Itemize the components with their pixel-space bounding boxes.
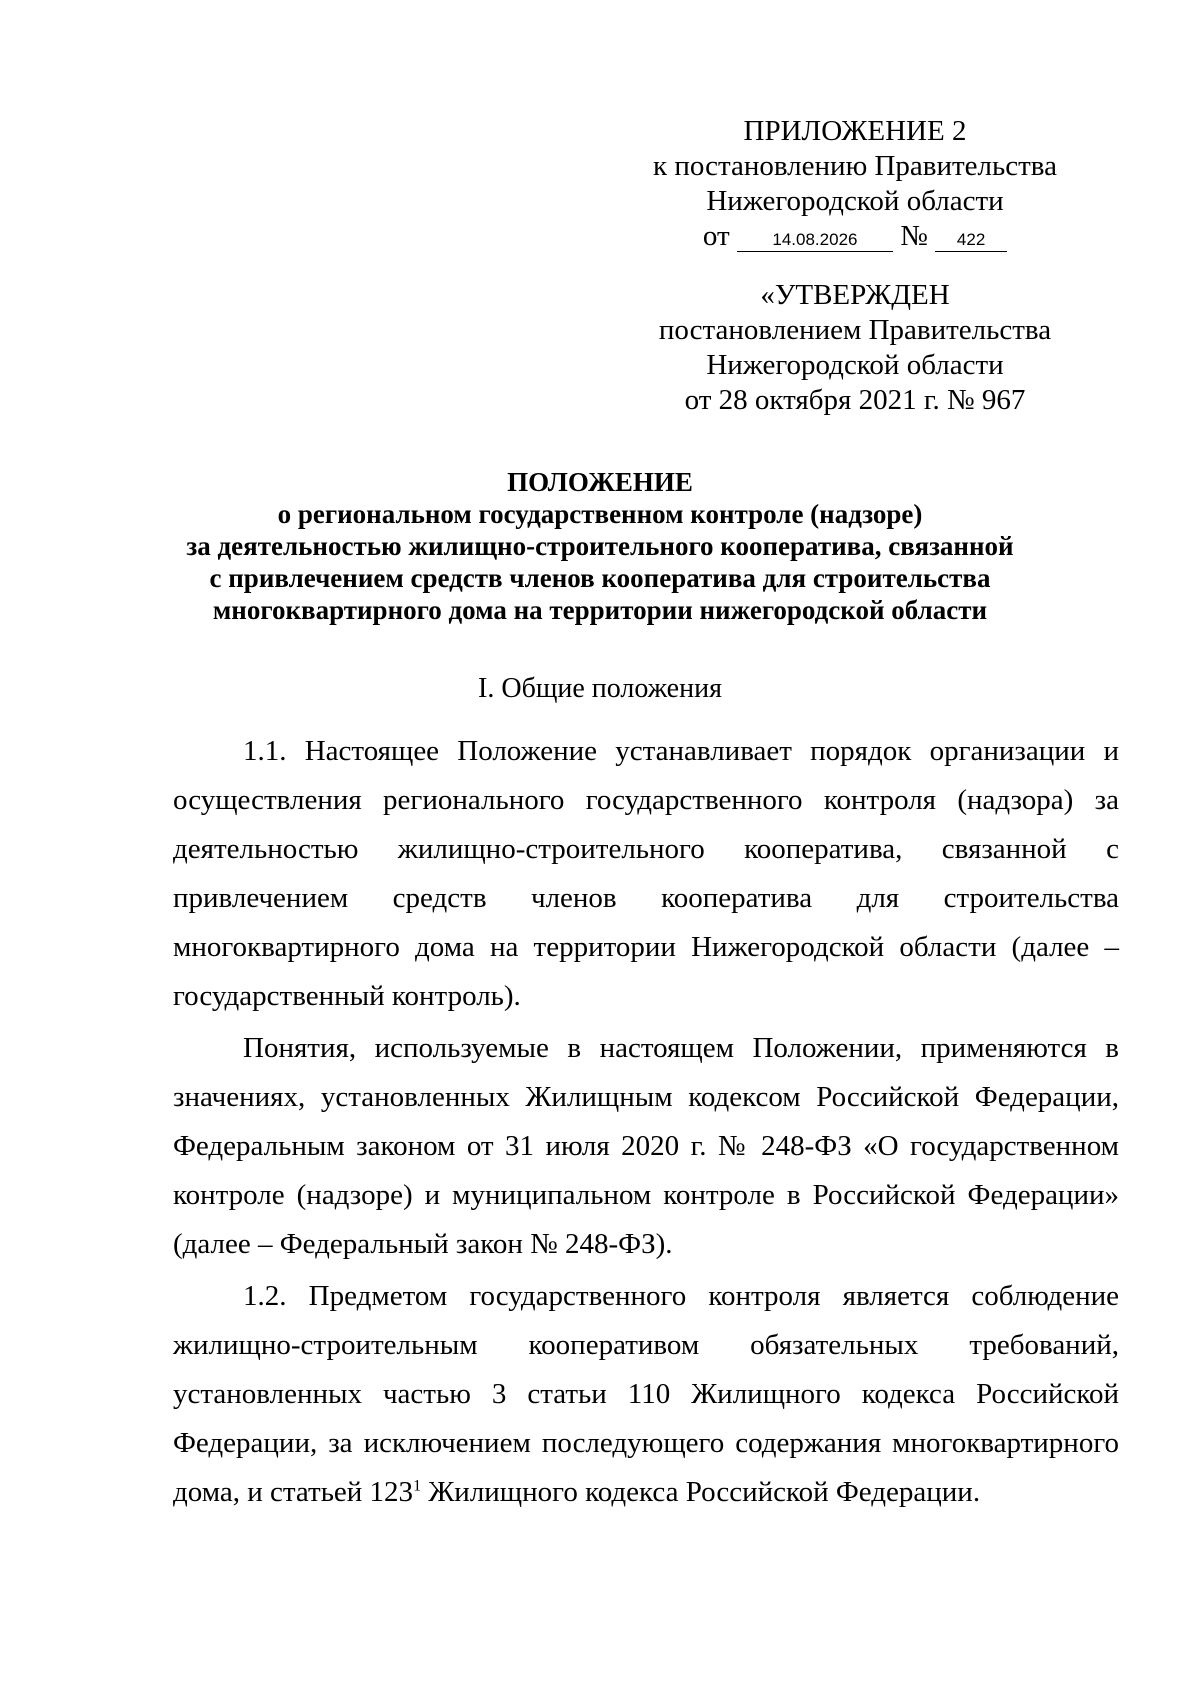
from-label: от <box>702 220 730 252</box>
number-field: 422 <box>935 229 1007 252</box>
approval-header <box>640 278 1070 418</box>
superscript: 1 <box>413 1477 422 1495</box>
appendix-header <box>640 114 1070 254</box>
title-line-1: ПОЛОЖЕНИЕ <box>507 467 693 497</box>
title-line-3: за деятельностью жилищно-строительного кооператива, связанной <box>186 531 1014 561</box>
paragraph-1-1 <box>173 727 1119 1021</box>
paragraph-text-end: Жилищного кодекса Российской Федерации. <box>421 1476 981 1508</box>
paragraph-text-main: 1.2. Предметом государственного контроля является соблюдение жилищно-строительным кооперативом обязательных требований, установленных частью 3 статьи 110 Жилищного кодекса Российской Федерации, за исключением последующего содержания многоквартирного дома, и статьей 123 <box>173 1280 1119 1508</box>
paragraph-text: Понятия, используемые в настоящем Положении, применяются в значениях, установленных Жилищным кодексом Российской Федерации, Федеральным законом от 31 июля 2020 г. № 248-ФЗ «О государственном контроле (надзоре) и муниципальном контроле в Российской Федерации» (далее – Федеральный закон № 248-ФЗ). <box>173 1032 1119 1260</box>
approval-line-3: Нижегородской области <box>706 349 1004 381</box>
date-field: 14.08.2026 <box>737 229 893 252</box>
approval-line-4: от 28 октября 2021 г. № 967 <box>684 384 1026 416</box>
appendix-line-2: Нижегородской области <box>706 185 1004 217</box>
title-line-4: с привлечением средств членов кооператива для строительства <box>209 563 991 593</box>
paragraph-text <box>173 1272 1119 1517</box>
approval-line-2: постановлением Правительства <box>658 314 1052 346</box>
approval-line-1: «УТВЕРЖДЕН <box>760 279 950 311</box>
document-title <box>100 466 1100 626</box>
appendix-date-line <box>640 219 1070 254</box>
paragraph-text: 1.1. Настоящее Положение устанавливает порядок организации и осуществления регионального государственного контроля (надзора) за деятельностью жилищно-строительного кооператива, связанной с привлечением средств членов кооператива для строительства многоквартирного дома на территории Нижегородской области (далее – государственный контроль). <box>173 735 1119 1012</box>
paragraph-definitions <box>173 1024 1119 1269</box>
title-line-5: многоквартирного дома на территории нижегородской области <box>212 595 988 625</box>
appendix-title: ПРИЛОЖЕНИЕ 2 <box>743 115 967 147</box>
title-line-2: о региональном государственном контроле (надзоре) <box>277 499 923 529</box>
paragraph-1-2 <box>173 1272 1119 1517</box>
appendix-line-1: к постановлению Правительства <box>653 150 1057 182</box>
number-label: № <box>900 220 928 252</box>
section-heading: I. Общие положения <box>478 673 722 704</box>
